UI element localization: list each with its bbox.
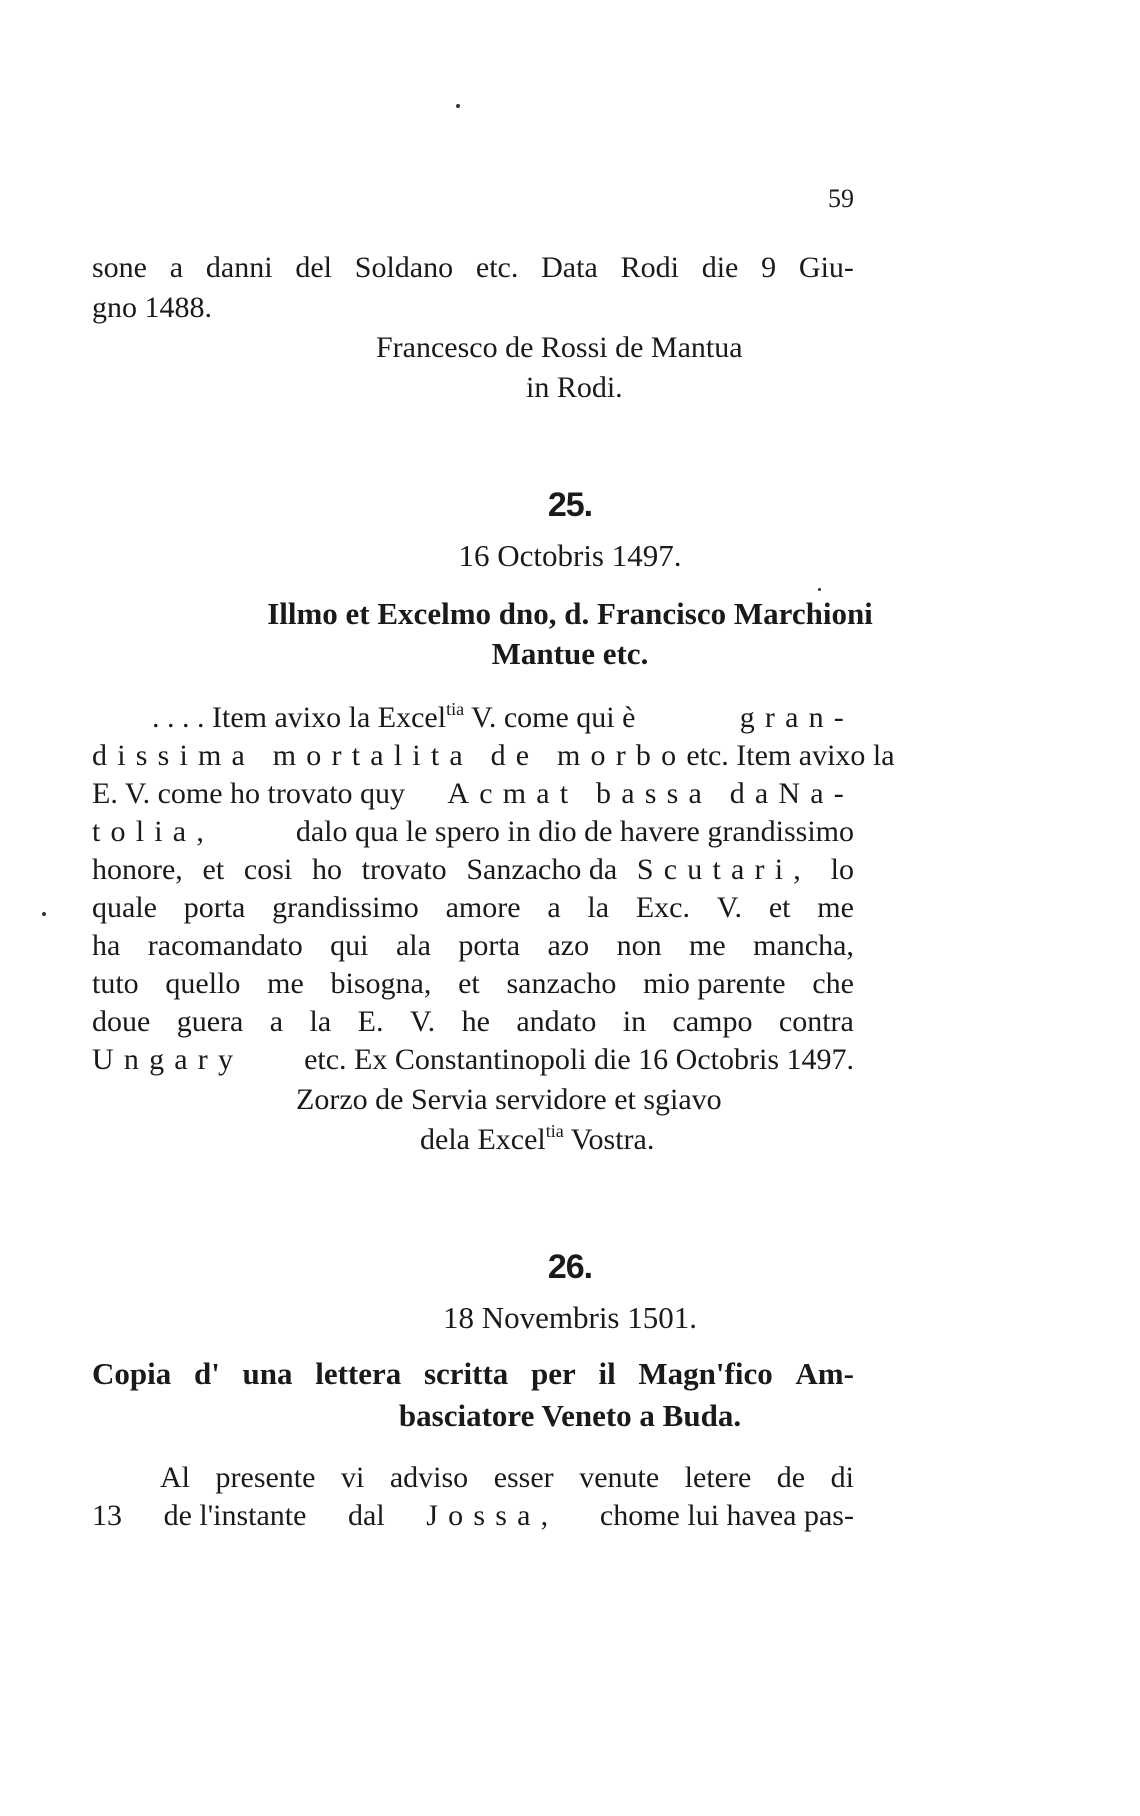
opening-line-1	[92, 250, 854, 286]
superscript: tia	[545, 1121, 564, 1141]
word: bisogna,	[330, 967, 432, 1000]
scan-speck	[42, 912, 46, 916]
word: vi	[340, 1461, 365, 1494]
section-25-signature-line-1: Zorzo de Servia servidore et sgiavo	[296, 1083, 722, 1116]
word: sone	[92, 251, 147, 284]
word: Exc.	[635, 891, 690, 924]
spaced-word: Scutari,	[636, 853, 811, 886]
section-26-body-line-2	[92, 1498, 854, 1534]
section-25-date: 16 Octobris 1497.	[458, 538, 682, 573]
word: presente	[215, 1461, 316, 1494]
word: lo	[830, 853, 854, 886]
word: doue	[92, 1005, 151, 1038]
word: de	[776, 1461, 806, 1494]
text-fragment: dela Excel	[420, 1123, 546, 1156]
section-25-body-line-9	[92, 1004, 854, 1040]
spaced-text: Ungary	[92, 1043, 244, 1076]
page-number: 59	[828, 184, 854, 213]
opening-signature-place: in Rodi.	[526, 371, 623, 404]
word: ha	[92, 929, 121, 962]
word: honore,	[92, 853, 183, 886]
word: Am-	[795, 1356, 854, 1391]
text-fragment: V. come qui è	[464, 701, 636, 734]
text-fragment: E. V. come ho trovato quy	[92, 777, 406, 810]
word: venute	[579, 1461, 660, 1494]
word: il	[598, 1356, 616, 1391]
word: et	[458, 967, 480, 1000]
word: mancha,	[753, 929, 854, 962]
word: amore	[445, 891, 521, 924]
section-25-body-line-5	[92, 852, 854, 888]
word: Al	[160, 1461, 190, 1494]
word: a	[269, 1005, 284, 1038]
section-25-body-line-3	[92, 776, 854, 812]
word: andato	[516, 1005, 597, 1038]
word: mio parente	[643, 967, 786, 1000]
word: che	[812, 967, 854, 1000]
text-fragment: dal	[348, 1499, 385, 1532]
word: a	[547, 891, 561, 924]
word: esser	[493, 1461, 554, 1494]
word: Magn'fico	[638, 1356, 773, 1391]
word: porta	[458, 929, 521, 962]
word: quale	[92, 891, 157, 924]
section-25-heading-line-2: Mantue etc.	[491, 636, 649, 671]
word: trovato	[361, 853, 447, 886]
spaced-text: gran-	[739, 701, 854, 734]
section-26-heading-line-1	[92, 1356, 854, 1392]
word: et	[202, 853, 225, 886]
opening-signature-name: Francesco de Rossi de Mantua	[376, 331, 743, 364]
word: Data	[541, 251, 598, 284]
word: la	[587, 891, 610, 924]
word: adviso	[389, 1461, 469, 1494]
section-25-body-line-4	[92, 814, 854, 850]
section-26-body-line-1	[160, 1460, 854, 1496]
word: a	[169, 251, 184, 284]
word: V.	[716, 891, 743, 924]
word: die	[701, 251, 739, 284]
word: 9	[761, 251, 777, 284]
word: me	[267, 967, 304, 1000]
section-25-body-line-8	[92, 966, 854, 1002]
word: qui	[330, 929, 369, 962]
word: Giu-	[798, 251, 854, 284]
word: sanzacho	[506, 967, 617, 1000]
section-26-number: 26.	[547, 1248, 593, 1286]
word: non	[616, 929, 662, 962]
spaced-text: tolia,	[92, 815, 215, 848]
opening-line-2: gno 1488.	[92, 291, 212, 324]
word: contra	[778, 1005, 854, 1038]
word: Sanzacho da	[466, 853, 618, 886]
word: ala	[395, 929, 431, 962]
text-fragment: dalo qua le spero in dio de havere grandissimo	[295, 815, 854, 848]
text-fragment: de l'instante	[163, 1499, 307, 1532]
word: porta	[183, 891, 246, 924]
word: la	[309, 1005, 332, 1038]
text-fragment: etc. Item avixo la	[686, 739, 895, 772]
section-25-body-line-10	[92, 1042, 854, 1078]
word: grandissimo	[272, 891, 419, 924]
word: per	[531, 1356, 576, 1391]
word: del	[295, 251, 332, 284]
text-fragment: . . . . Item avixo la Excel	[152, 701, 447, 734]
word: una	[242, 1356, 293, 1391]
word: Copia	[92, 1356, 172, 1391]
section-25-body-line-1	[92, 700, 854, 736]
word: lettera	[315, 1356, 402, 1391]
word: me	[817, 891, 854, 924]
word: Rodi	[620, 251, 679, 284]
section-25-number: 25.	[547, 486, 593, 524]
word: danni	[205, 251, 273, 284]
word: scritta	[423, 1356, 509, 1391]
text-fragment: 13	[92, 1499, 122, 1532]
superscript: tia	[446, 699, 465, 719]
word: di	[830, 1461, 854, 1494]
text-fragment: etc. Ex Constantinopoli die 16 Octobris 1497.	[304, 1043, 854, 1076]
text-run	[92, 700, 635, 736]
spaced-text: Jossa,	[426, 1499, 559, 1532]
word: Soldano	[354, 251, 454, 284]
word: letere	[684, 1461, 752, 1494]
word: racomandato	[147, 929, 303, 962]
section-25-body-line-2	[92, 738, 895, 774]
section-25-body-line-6	[92, 890, 854, 926]
word: he	[461, 1005, 490, 1038]
spaced-text: dissima mortalita de morbo	[92, 739, 687, 772]
word: ho	[311, 853, 342, 886]
scan-speck	[456, 104, 460, 108]
section-25-heading-line-1: Illmo et Excelmo dno, d. Francisco Marchioni	[267, 596, 873, 631]
word: et	[768, 891, 791, 924]
word: azo	[547, 929, 590, 962]
scan-speck	[818, 588, 821, 591]
text-fragment: Vostra.	[563, 1123, 655, 1156]
word: in	[622, 1005, 647, 1038]
word: quello	[165, 967, 241, 1000]
word: V.	[409, 1005, 436, 1038]
word: guera	[176, 1005, 244, 1038]
section-25-body-line-7	[92, 928, 854, 964]
word: E.	[357, 1005, 384, 1038]
word: cosi	[243, 853, 293, 886]
section-25-signature-line-2	[420, 1122, 654, 1158]
section-26-date: 18 Novembris 1501.	[442, 1300, 697, 1335]
word: etc.	[475, 251, 519, 284]
word: d'	[193, 1356, 220, 1391]
spaced-text: Acmat bassa daNa-	[447, 777, 854, 810]
word: me	[689, 929, 726, 962]
text-fragment: chome lui havea pas-	[599, 1499, 854, 1532]
word: tuto	[92, 967, 139, 1000]
section-26-heading-line-2: basciatore Veneto a Buda.	[398, 1398, 742, 1433]
word: campo	[672, 1005, 753, 1038]
